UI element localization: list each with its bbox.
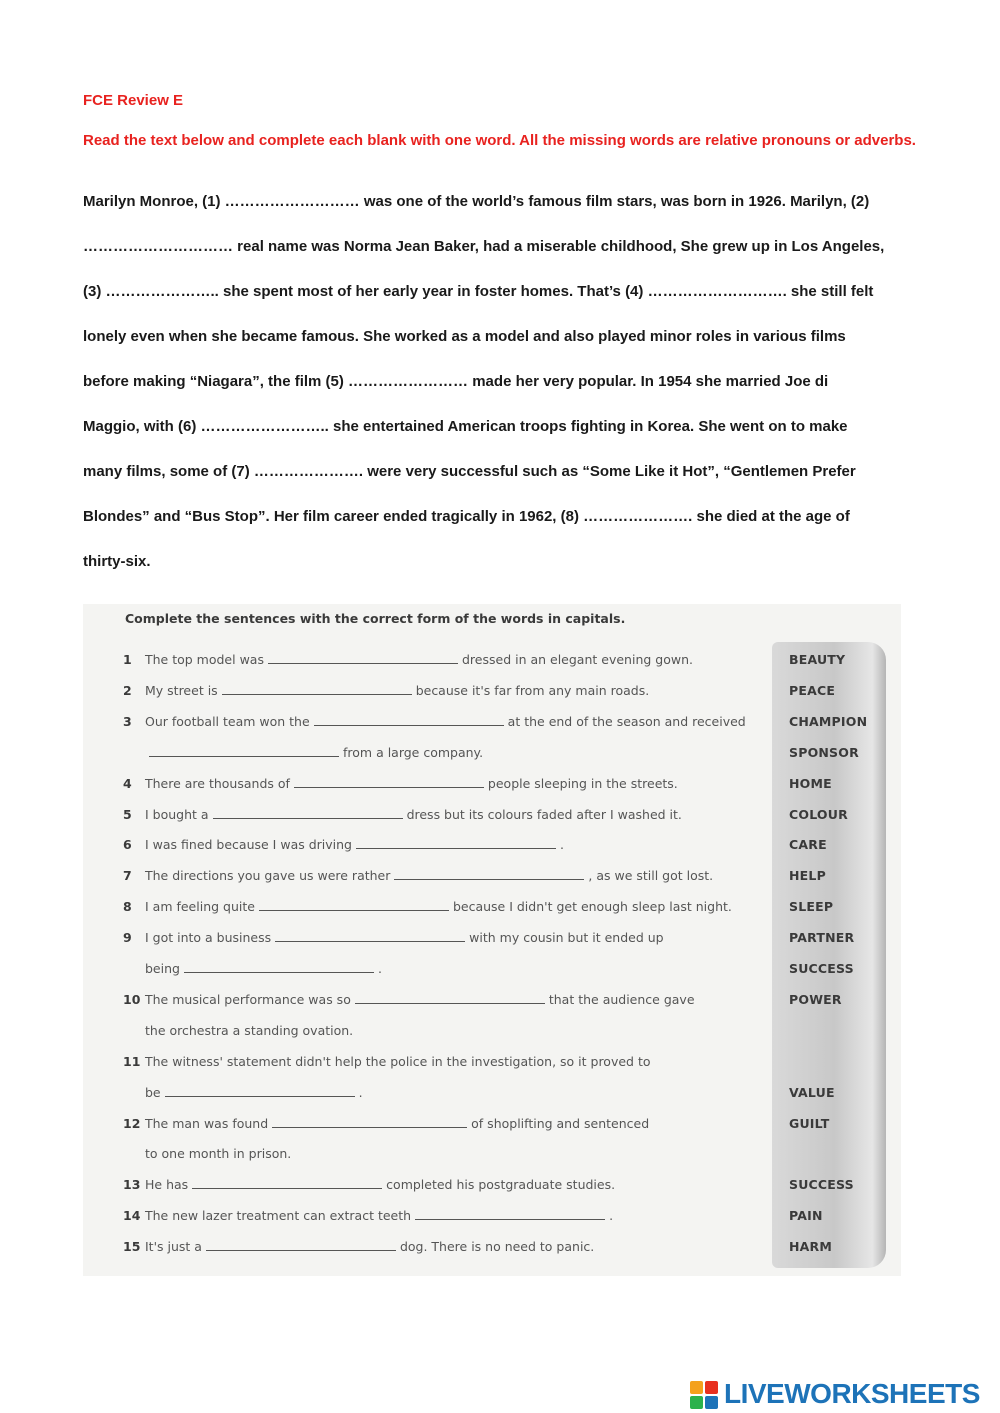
word-formation-exercise [83, 604, 901, 1276]
capital-word: SUCCESS [789, 1177, 854, 1193]
capital-word: POWER [789, 991, 842, 1007]
exercise-row [83, 1023, 901, 1043]
passage-line: before making “Niagara”, the film (5) …………………… made her very popular. In 1954 she married Joe di [83, 373, 829, 390]
sentence-start: be [145, 1084, 161, 1100]
answer-blank[interactable] [314, 715, 504, 726]
exercise-row [83, 1239, 901, 1259]
answer-blank[interactable] [394, 869, 584, 880]
exercise-number: 2 [123, 682, 132, 698]
sentence-end: . [358, 1084, 363, 1100]
answer-blank[interactable] [206, 1240, 396, 1251]
exercise-number: 9 [123, 930, 132, 946]
exercise-row [83, 961, 901, 981]
sentence-start: Our football team won the [145, 713, 310, 729]
sentence-end: completed his postgraduate studies. [386, 1177, 616, 1193]
exercise-number: 14 [123, 1208, 141, 1224]
passage-line: Marilyn Monroe, (1) ……………………… was one of the world’s famous film stars, was born in 1926. Marilyn, (2) [83, 193, 870, 210]
exercise-number: 15 [123, 1239, 141, 1255]
exercise-sentence [145, 1116, 649, 1131]
answer-blank[interactable] [184, 962, 374, 973]
exercise-number: 13 [123, 1177, 141, 1193]
answer-blank[interactable] [192, 1178, 382, 1189]
sentence-start: being [145, 961, 180, 976]
answer-blank[interactable] [149, 746, 339, 757]
exercise-sentence [145, 930, 664, 945]
sentence-end: of shoplifting and sentenced [471, 1115, 650, 1131]
brand-name: LIVEWORKSHEETS [724, 1378, 980, 1409]
exercise-row [83, 1116, 901, 1136]
exercise-row [83, 930, 901, 950]
answer-blank[interactable] [275, 931, 465, 942]
exercise-sentence [145, 1054, 651, 1069]
exercise-sentence [145, 992, 695, 1007]
exercise-sentence [145, 1208, 613, 1223]
exercise-row [83, 992, 901, 1012]
sentence-start: The top model was [145, 652, 264, 667]
exercise-row [83, 652, 901, 672]
sentence-start: My street is [145, 682, 218, 698]
exercise-number: 7 [123, 868, 132, 884]
sentence-start: to one month in prison. [145, 1146, 292, 1162]
sentence-end: with my cousin but it ended up [469, 930, 664, 946]
capital-word: HOME [789, 775, 832, 791]
answer-blank[interactable] [268, 653, 458, 664]
exercise-number: 10 [123, 991, 141, 1007]
sentence-start: I am feeling quite [145, 899, 255, 915]
exercise-row [83, 807, 901, 827]
exercise-sentence [145, 745, 483, 760]
sentence-start: I got into a business [145, 930, 272, 946]
answer-blank[interactable] [213, 808, 403, 819]
capital-word: HARM [789, 1239, 832, 1255]
liveworksheets-logo-icon [690, 1379, 720, 1409]
capital-word: SUCCESS [789, 961, 854, 976]
sentence-start: The witness' statement didn't help the police in the investigation, so it proved to [145, 1053, 651, 1069]
sentence-end: . [377, 961, 382, 976]
sentence-end: , as we still got lost. [588, 868, 714, 884]
answer-blank[interactable] [272, 1117, 467, 1128]
capital-word: SLEEP [789, 899, 834, 915]
exercise-number: 6 [123, 837, 132, 853]
sentence-end: . [609, 1208, 614, 1224]
capital-word: PAIN [789, 1208, 823, 1224]
exercise-row [83, 1146, 901, 1166]
capitals-word-panel [772, 642, 886, 1268]
exercise-title: Complete the sentences with the correct form of the words in capitals. [125, 611, 626, 626]
exercise-row [83, 899, 901, 919]
passage-line: lonely even when she became famous. She worked as a model and also played minor roles in various films [83, 328, 846, 345]
exercise-sentence [145, 683, 649, 698]
passage-line: (3) ………………….. she spent most of her early year in foster homes. That’s (4) ………………………. she still felt [83, 283, 874, 300]
capital-word: BEAUTY [789, 652, 846, 667]
sentence-end: dressed in an elegant evening gown. [461, 652, 693, 667]
sentence-start: I was fined because I was driving [145, 837, 352, 853]
sentence-end: dress but its colours faded after I washed it. [406, 806, 682, 822]
exercise-row [83, 683, 901, 703]
exercise-sentence [145, 961, 382, 976]
exercise-number: 11 [123, 1053, 141, 1069]
exercise-row [83, 776, 901, 796]
exercise-sentence [145, 652, 693, 667]
passage-line: ………………………… real name was Norma Jean Baker, had a miserable childhood, She grew up in Los Angeles, [83, 238, 885, 255]
exercise-row [83, 1085, 901, 1105]
exercise-sentence [145, 1177, 615, 1192]
capital-word: PARTNER [789, 930, 855, 946]
exercise-row [83, 714, 901, 734]
sentence-end: because it's far from any main roads. [415, 682, 650, 698]
sentence-start: the orchestra a standing ovation. [145, 1022, 354, 1038]
exercise-row [83, 745, 901, 765]
exercise-sentence [145, 776, 678, 791]
capital-word: CHAMPION [789, 713, 868, 729]
passage-line: thirty-six. [83, 553, 151, 570]
instructions: Read the text below and complete each blank with one word. All the missing words are relative pronouns or adverbs. [83, 132, 916, 149]
sentence-end: . [559, 837, 564, 853]
exercise-sentence [145, 1023, 353, 1038]
sentence-end: because I didn't get enough sleep last night. [452, 899, 732, 915]
passage-line: many films, some of (7) …………………. were very successful such as “Some Like it Hot”, “Gentlemen Prefer [83, 463, 856, 480]
capital-word: COLOUR [789, 806, 848, 822]
exercise-number: 3 [123, 713, 132, 729]
exercise-sentence [145, 807, 682, 822]
sentence-end: people sleeping in the streets. [487, 775, 678, 791]
exercise-row [83, 1054, 901, 1074]
sentence-start: The directions you gave us were rather [145, 868, 391, 884]
exercise-number: 8 [123, 899, 132, 915]
exercise-number: 12 [123, 1115, 141, 1131]
capital-word: VALUE [789, 1084, 835, 1100]
exercise-row [83, 837, 901, 857]
sentence-start: He has [145, 1177, 189, 1193]
passage-line: Maggio, with (6) …………………….. she entertained American troops fighting in Korea. She went on to make [83, 418, 848, 435]
liveworksheets-logo [690, 1378, 980, 1410]
sentence-start: I bought a [145, 806, 209, 822]
exercise-sentence [145, 899, 732, 914]
exercise-number: 4 [123, 775, 132, 791]
capital-word: SPONSOR [789, 744, 859, 760]
exercise-sentence [145, 714, 746, 729]
answer-blank[interactable] [356, 838, 556, 849]
sentence-start: The man was found [145, 1115, 269, 1131]
exercise-row [83, 868, 901, 888]
sentence-start: The musical performance was so [145, 991, 351, 1007]
exercise-row [83, 1208, 901, 1228]
capital-word: GUILT [789, 1115, 830, 1131]
exercise-row [83, 1177, 901, 1197]
sentence-start: The new lazer treatment can extract teeth [145, 1208, 412, 1224]
sentence-start: There are thousands of [145, 775, 290, 791]
capital-word: CARE [789, 837, 827, 853]
exercise-sentence [145, 1146, 291, 1161]
sentence-start: It's just a [145, 1239, 202, 1255]
capital-word: PEACE [789, 682, 836, 698]
answer-blank[interactable] [355, 993, 545, 1004]
answer-blank[interactable] [165, 1086, 355, 1097]
passage-line: Blondes” and “Bus Stop”. Her film career ended tragically in 1962, (8) …………………. she died at the age of [83, 508, 850, 525]
answer-blank[interactable] [415, 1209, 605, 1220]
sentence-end: dog. There is no need to panic. [399, 1239, 595, 1255]
sentence-end: at the end of the season and received [507, 713, 746, 729]
sentence-end: from a large company. [343, 744, 484, 760]
sentence-end: that the audience gave [548, 991, 695, 1007]
answer-blank[interactable] [222, 684, 412, 695]
exercise-sentence [145, 1239, 594, 1254]
capital-word: HELP [789, 868, 826, 884]
exercise-number: 1 [123, 652, 132, 667]
exercise-number: 5 [123, 806, 132, 822]
exercise-sentence [145, 1085, 363, 1100]
exercise-sentence [145, 868, 713, 883]
worksheet-title: FCE Review E [83, 92, 184, 109]
answer-blank[interactable] [259, 900, 449, 911]
exercise-sentence [145, 837, 564, 852]
answer-blank[interactable] [294, 777, 484, 788]
